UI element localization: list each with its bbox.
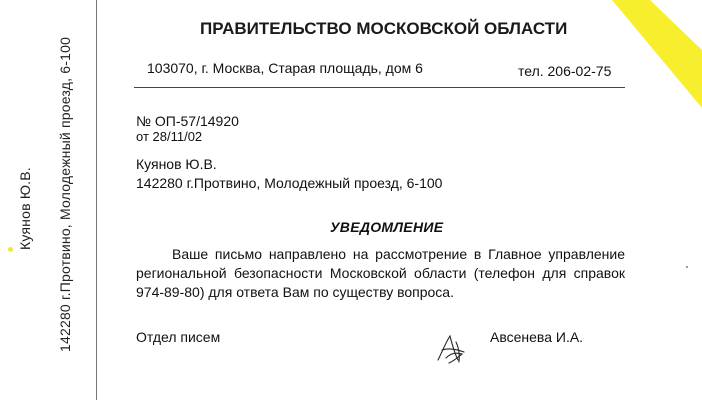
signer-name: Авсенева И.А. (490, 329, 584, 345)
handwritten-signature (432, 330, 470, 366)
addressee-address: 142280 г.Протвино, Молодежный проезд, 6-100 (136, 175, 443, 191)
letterhead-rule (134, 87, 625, 88)
margin-rule (96, 0, 97, 400)
department-label: Отдел писем (136, 329, 221, 345)
addressee-name: Куянов Ю.В. (136, 156, 217, 172)
letterhead-title: ПРАВИТЕЛЬСТВО МОСКОВСКОЙ ОБЛАСТИ (200, 19, 568, 38)
document-date: от 28/11/02 (136, 129, 203, 144)
margin-recipient-name: Куянов Ю.В. (17, 167, 33, 250)
notice-body: Ваше письмо направлено на рассмотрение в Главное управление региональной безопасности Московской области (телефон для справок 974-89-80) для ответа Вам по существу вопроса. (136, 246, 625, 300)
letterhead-phone: тел. 206-02-75 (518, 63, 612, 79)
document-number: № ОП-57/14920 (136, 113, 239, 129)
letterhead-address: 103070, г. Москва, Старая площадь, дом 6 (147, 60, 423, 76)
margin-recipient-address: 142280 г.Протвино, Молодежный проезд, 6-100 (57, 36, 73, 352)
yellow-mark-dot (8, 247, 13, 252)
scan-speck (686, 266, 688, 268)
notice-heading: УВЕДОМЛЕНИЕ (330, 219, 444, 235)
